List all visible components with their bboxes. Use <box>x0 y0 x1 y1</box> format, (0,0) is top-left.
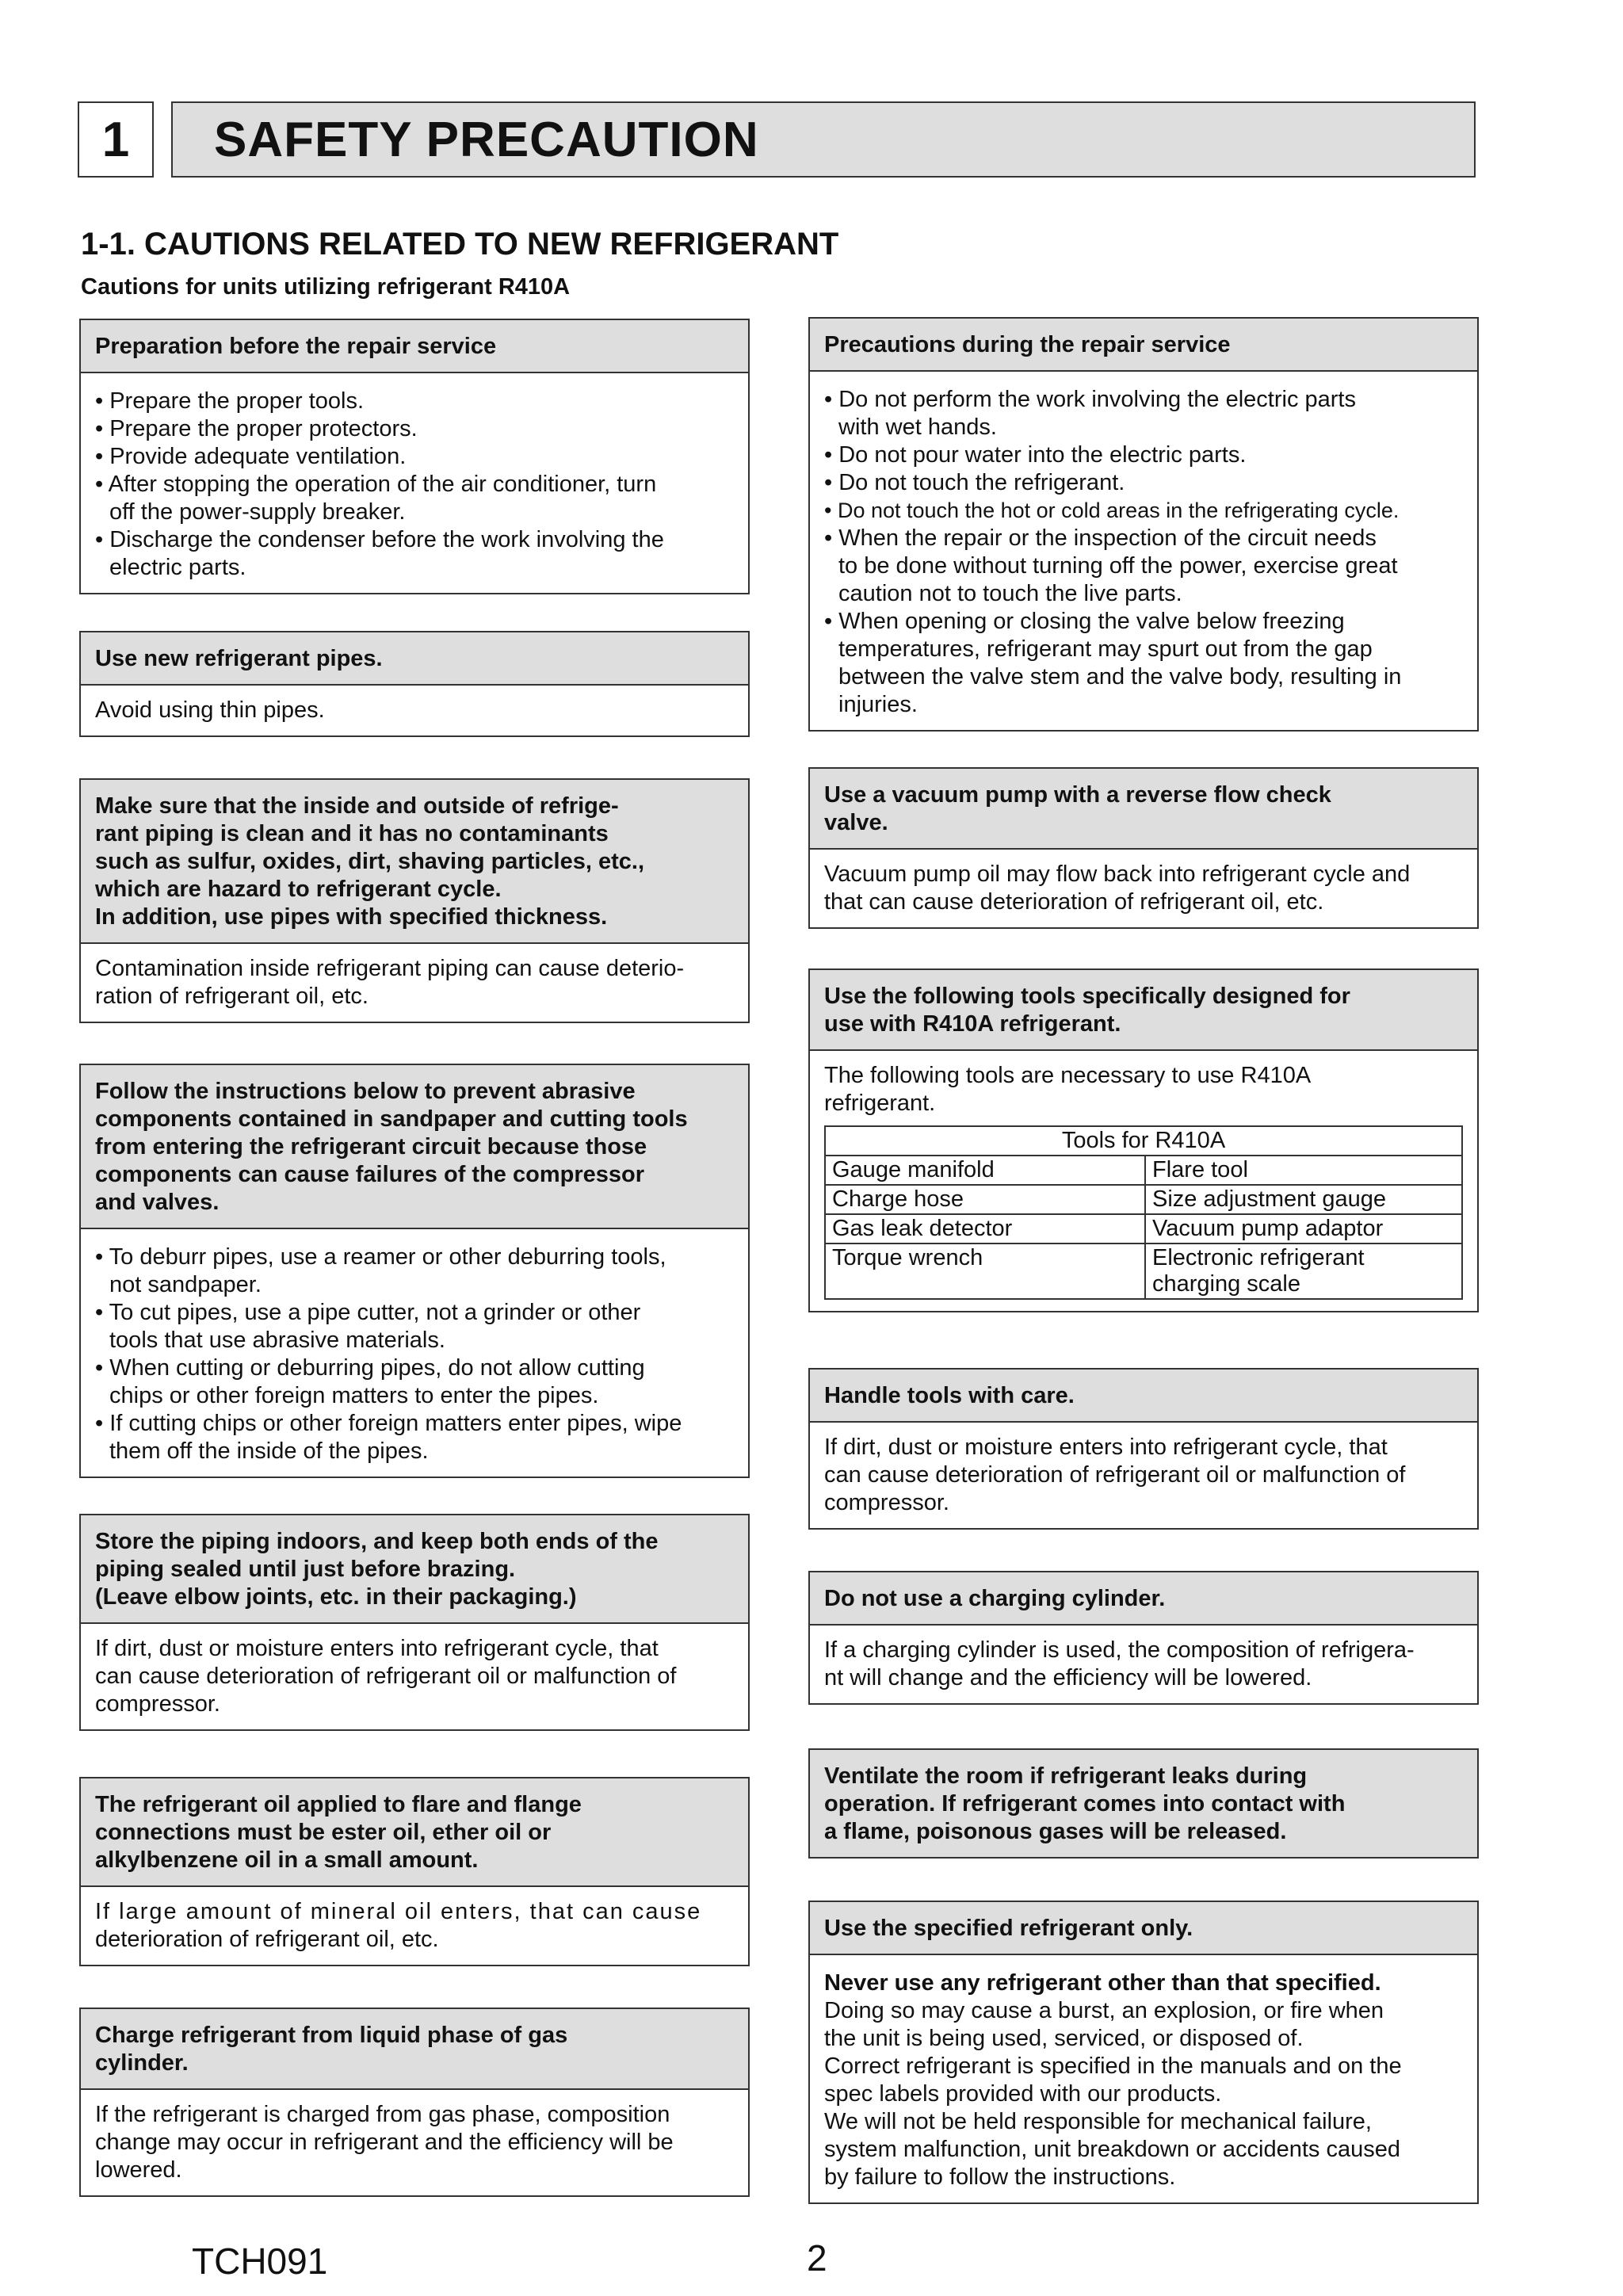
table-cell: Vacuum pump adaptor <box>1145 1214 1462 1244</box>
box-clean-piping-body <box>81 944 748 1022</box>
section-title: 1-1. CAUTIONS RELATED TO NEW REFRIGERANT <box>81 227 839 262</box>
heading-line: components can cause failures of the compressor <box>95 1162 644 1187</box>
list-item: • When opening or closing the valve below freezing <box>824 609 1345 634</box>
body-line: by failure to follow the instructions. <box>824 2164 1176 2190</box>
heading-line: valve. <box>824 810 888 835</box>
table-cell: Size adjustment gauge <box>1145 1185 1462 1214</box>
box-store-piping-heading <box>81 1515 748 1624</box>
body-line: deterioration of refrigerant oil, etc. <box>95 1927 439 1952</box>
box-during-repair <box>808 317 1479 732</box>
heading-line: The refrigerant oil applied to flare and flange <box>95 1792 582 1817</box>
table-cell: Gas leak detector <box>825 1214 1145 1244</box>
box-store-piping <box>79 1514 750 1731</box>
list-item: • After stopping the operation of the air conditioner, turn <box>95 472 657 497</box>
box-vacuum-pump-heading <box>810 769 1477 850</box>
body-line: If dirt, dust or moisture enters into refrigerant cycle, that <box>824 1435 1388 1460</box>
section-subtitle: Cautions for units utilizing refrigerant R410A <box>81 274 571 300</box>
box-refrigerant-oil-body <box>81 1887 748 1965</box>
box-clean-piping-heading <box>81 780 748 944</box>
box-handle-tools-heading: Handle tools with care. <box>810 1370 1477 1423</box>
table-row <box>825 1214 1462 1244</box>
heading-line: Ventilate the room if refrigerant leaks during <box>824 1763 1308 1789</box>
body-line: Correct refrigerant is specified in the manuals and on the <box>824 2053 1402 2079</box>
table-cell: Flare tool <box>1145 1156 1462 1185</box>
list-item: • Do not perform the work involving the electric parts <box>824 387 1356 412</box>
body-line: ration of refrigerant oil, etc. <box>95 984 369 1009</box>
box-during-repair-body <box>810 372 1477 730</box>
heading-line: Store the piping indoors, and keep both ends of the <box>95 1529 659 1554</box>
list-item-continuation: to be done without turning off the power, exercise great <box>838 553 1398 579</box>
box-charging-cylinder-body <box>810 1626 1477 1703</box>
heading-line: operation. If refrigerant comes into contact with <box>824 1791 1346 1817</box>
heading-line: rant piping is clean and it has no contaminants <box>95 821 609 846</box>
box-r410a-tools-body <box>810 1051 1477 1311</box>
list-item: • Prepare the proper tools. <box>95 388 365 414</box>
heading-line: Use the following tools specifically designed for <box>824 984 1350 1009</box>
body-line: system malfunction, unit breakdown or accidents caused <box>824 2137 1400 2162</box>
body-line: compressor. <box>95 1691 220 1717</box>
box-ventilate <box>808 1748 1479 1859</box>
body-line: If dirt, dust or moisture enters into refrigerant cycle, that <box>95 1636 659 1661</box>
heading-line: components contained in sandpaper and cutting tools <box>95 1106 688 1132</box>
heading-line: connections must be ester oil, ether oil or <box>95 1820 552 1845</box>
page-number: 2 <box>807 2237 827 2279</box>
chapter-number: 1 <box>78 101 154 178</box>
list-item-continuation: them off the inside of the pipes. <box>109 1438 429 1464</box>
list-item-continuation: chips or other foreign matters to enter the pipes. <box>109 1383 599 1408</box>
body-line: Contamination inside refrigerant piping can cause deterio- <box>95 956 685 981</box>
box-new-pipes <box>79 631 750 737</box>
list-item-continuation: tools that use abrasive materials. <box>109 1328 445 1353</box>
list-item: • When the repair or the inspection of the circuit needs <box>824 525 1377 551</box>
table-row <box>825 1156 1462 1185</box>
list-item: • Do not touch the refrigerant. <box>824 470 1125 495</box>
list-item: • Discharge the condenser before the work involving the <box>95 527 664 552</box>
heading-line: such as sulfur, oxides, dirt, shaving particles, etc., <box>95 849 645 874</box>
body-line: spec labels provided with our products. <box>824 2081 1222 2107</box>
box-refrigerant-oil-heading <box>81 1778 748 1887</box>
box-charging-cylinder <box>808 1571 1479 1705</box>
box-ventilate-heading <box>810 1750 1477 1857</box>
box-new-pipes-body <box>81 686 748 735</box>
heading-line: In addition, use pipes with specified thickness. <box>95 904 608 930</box>
body-text: Avoid using thin pipes. <box>95 697 325 723</box>
heading-line: piping sealed until just before brazing. <box>95 1557 516 1582</box>
list-item: • Do not pour water into the electric parts. <box>824 442 1247 468</box>
body-line: If the refrigerant is charged from gas phase, composition <box>95 2102 670 2127</box>
list-item-continuation: with wet hands. <box>838 415 997 440</box>
list-item: • Prepare the proper protectors. <box>95 416 418 441</box>
box-r410a-tools <box>808 968 1479 1312</box>
list-item: • If cutting chips or other foreign matters enter pipes, wipe <box>95 1411 682 1436</box>
box-charge-liquid <box>79 2008 750 2197</box>
heading-line: and valves. <box>95 1190 220 1215</box>
box-preparation-body <box>81 373 748 593</box>
list-item-continuation: caution not to touch the live parts. <box>838 581 1182 606</box>
box-handle-tools-body <box>810 1423 1477 1528</box>
box-clean-piping <box>79 778 750 1023</box>
body-line: Vacuum pump oil may flow back into refrigerant cycle and <box>824 861 1411 887</box>
list-item-continuation: off the power-supply breaker. <box>109 499 406 525</box>
body-line: can cause deterioration of refrigerant oil or malfunction of <box>95 1664 677 1689</box>
heading-line: Make sure that the inside and outside of refrige- <box>95 793 619 819</box>
body-line: nt will change and the efficiency will be lowered. <box>824 1665 1312 1690</box>
heading-line: which are hazard to refrigerant cycle. <box>95 877 502 902</box>
box-specified-refrigerant <box>808 1901 1479 2204</box>
box-vacuum-pump <box>808 767 1479 929</box>
heading-line: Follow the instructions below to prevent abrasive <box>95 1079 636 1104</box>
box-store-piping-body <box>81 1624 748 1729</box>
list-item: • To cut pipes, use a pipe cutter, not a grinder or other <box>95 1300 641 1325</box>
list-item-continuation: injuries. <box>838 692 918 717</box>
list-item-continuation: not sandpaper. <box>109 1272 262 1297</box>
box-during-repair-heading: Precautions during the repair service <box>810 319 1477 372</box>
chapter-title: SAFETY PRECAUTION <box>171 101 1476 178</box>
box-charging-cylinder-heading: Do not use a charging cylinder. <box>810 1572 1477 1626</box>
box-abrasive-heading <box>81 1065 748 1229</box>
body-line: We will not be held responsible for mechanical failure, <box>824 2109 1372 2134</box>
table-row <box>825 1185 1462 1214</box>
box-charge-liquid-body <box>81 2090 748 2195</box>
body-line: If a charging cylinder is used, the composition of refrigera- <box>824 1637 1415 1663</box>
box-preparation <box>79 319 750 594</box>
list-item: • Do not touch the hot or cold areas in the refrigerating cycle. <box>824 499 1400 522</box>
heading-line: Charge refrigerant from liquid phase of gas <box>95 2023 568 2048</box>
list-item: • Provide adequate ventilation. <box>95 444 407 469</box>
table-cell: Charge hose <box>825 1185 1145 1214</box>
body-line: change may occur in refrigerant and the efficiency will be <box>95 2130 674 2155</box>
body-line: can cause deterioration of refrigerant oil or malfunction of <box>824 1462 1406 1488</box>
box-new-pipes-heading: Use new refrigerant pipes. <box>81 632 748 686</box>
tools-table <box>824 1125 1463 1300</box>
box-abrasive-body <box>81 1229 748 1477</box>
box-specified-refrigerant-body <box>810 1955 1477 2202</box>
box-abrasive <box>79 1064 750 1478</box>
heading-line: (Leave elbow joints, etc. in their packaging.) <box>95 1584 577 1610</box>
box-specified-refrigerant-heading: Use the specified refrigerant only. <box>810 1902 1477 1955</box>
heading-line: Use a vacuum pump with a reverse flow check <box>824 782 1331 808</box>
box-charge-liquid-heading <box>81 2009 748 2090</box>
box-preparation-heading: Preparation before the repair service <box>81 320 748 373</box>
cell-line: charging scale <box>1152 1271 1300 1297</box>
heading-line: use with R410A refrigerant. <box>824 1011 1121 1037</box>
table-caption-row <box>825 1126 1462 1156</box>
table-cell <box>1145 1244 1462 1299</box>
body-line: that can cause deterioration of refrigerant oil, etc. <box>824 889 1324 915</box>
document-code: TCH091 <box>192 2241 328 2282</box>
list-item: • When cutting or deburring pipes, do not allow cutting <box>95 1355 645 1381</box>
body-line: Doing so may cause a burst, an explosion, or fire when <box>824 1998 1384 2023</box>
box-refrigerant-oil <box>79 1777 750 1966</box>
table-cell: Gauge manifold <box>825 1156 1145 1185</box>
cell-line: Electronic refrigerant <box>1152 1245 1365 1270</box>
body-line: the unit is being used, serviced, or disposed of. <box>824 2026 1304 2051</box>
list-item: • To deburr pipes, use a reamer or other deburring tools, <box>95 1244 666 1270</box>
list-item-continuation: electric parts. <box>109 555 246 580</box>
box-vacuum-pump-body <box>810 850 1477 927</box>
body-line: refrigerant. <box>824 1091 936 1116</box>
heading-line: alkylbenzene oil in a small amount. <box>95 1847 479 1873</box>
body-line: If large amount of mineral oil enters, that can cause <box>95 1899 702 1924</box>
table-caption: Tools for R410A <box>825 1126 1462 1156</box>
heading-line: a flame, poisonous gases will be released. <box>824 1819 1287 1844</box>
box-handle-tools <box>808 1368 1479 1530</box>
body-warning: Never use any refrigerant other than that specified. <box>824 1970 1381 1996</box>
body-line: The following tools are necessary to use R410A <box>824 1063 1312 1088</box>
table-row <box>825 1244 1462 1299</box>
table-cell: Torque wrench <box>825 1244 1145 1299</box>
heading-line: from entering the refrigerant circuit because those <box>95 1134 647 1159</box>
body-line: lowered. <box>95 2157 182 2183</box>
list-item-continuation: between the valve stem and the valve body, resulting in <box>838 664 1402 690</box>
box-r410a-tools-heading <box>810 970 1477 1051</box>
list-item-continuation: temperatures, refrigerant may spurt out from the gap <box>838 636 1373 662</box>
heading-line: cylinder. <box>95 2050 189 2076</box>
body-line: compressor. <box>824 1490 949 1515</box>
